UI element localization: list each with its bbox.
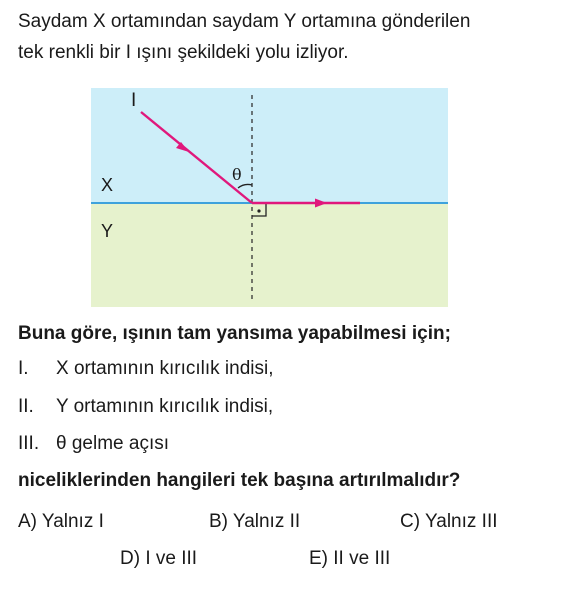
statement-3	[18, 433, 169, 455]
ray-label: I	[131, 90, 137, 111]
statement-1-text: X ortamının kırıcılık indisi,	[56, 358, 274, 379]
option-c[interactable]: C) Yalnız III	[400, 511, 498, 532]
statement-1-number: I.	[18, 358, 29, 379]
medium-x-label: X	[101, 175, 114, 195]
right-angle-dot	[257, 209, 260, 212]
intro-line-1: Saydam X ortamından saydam Y ortamına gönderilen	[18, 11, 471, 32]
medium-y-region	[91, 203, 448, 307]
option-a[interactable]: A) Yalnız I	[18, 511, 104, 532]
statement-3-text: θ gelme açısı	[56, 433, 169, 454]
statement-2-text: Y ortamının kırıcılık indisi,	[56, 396, 274, 417]
medium-y-label: Y	[101, 221, 114, 241]
statement-1	[18, 358, 274, 380]
option-e[interactable]: E) II ve III	[309, 548, 391, 569]
intro-line-2: tek renkli bir I ışını şekildeki yolu izliyor.	[18, 42, 349, 63]
statement-2-number: II.	[18, 396, 34, 417]
question-ask: niceliklerinden hangileri tek başına artırılmalıdır?	[18, 470, 461, 491]
question-stem: Buna göre, ışının tam yansıma yapabilmesi için;	[18, 323, 451, 344]
statement-2	[18, 396, 273, 418]
option-b[interactable]: B) Yalnız II	[209, 511, 301, 532]
medium-x-region	[91, 88, 448, 203]
angle-label: θ	[232, 165, 242, 184]
option-d[interactable]: D) I ve III	[120, 548, 198, 569]
statement-3-number: III.	[18, 433, 40, 454]
